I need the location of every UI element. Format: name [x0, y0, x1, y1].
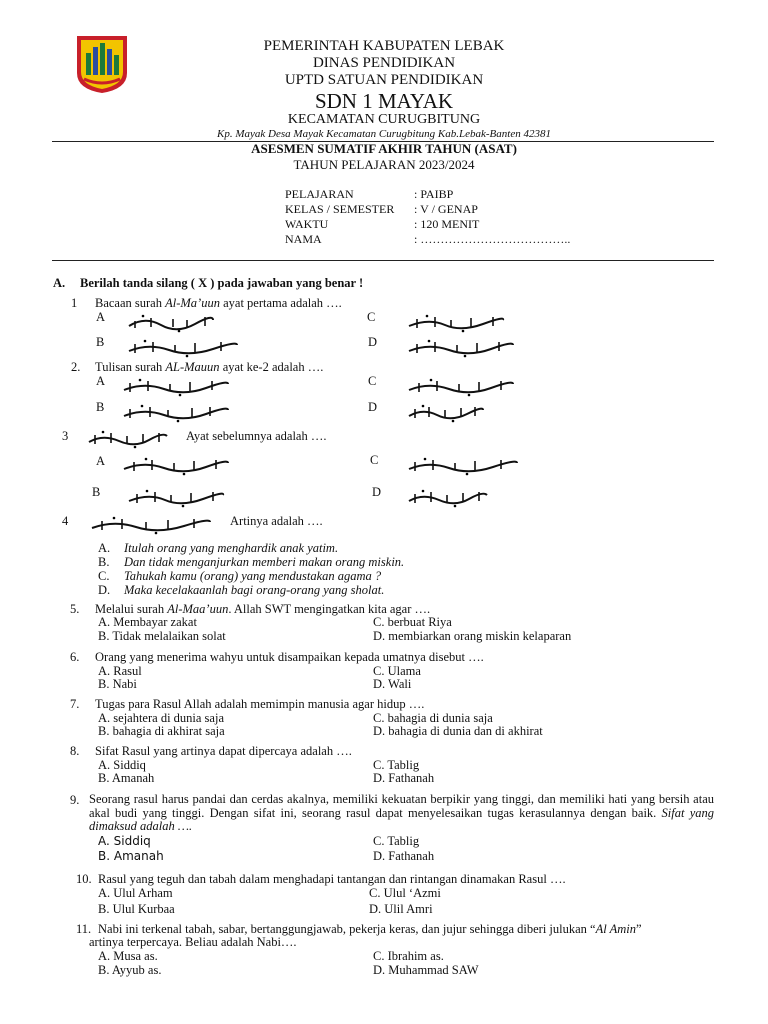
q4-arabic-verse	[88, 514, 213, 536]
q4-option-d-letter: D.	[98, 583, 111, 597]
q11-option-c: C. Ibrahim as.	[373, 949, 444, 963]
q11-option-b: B. Ayyub as.	[98, 963, 162, 977]
q1-option-a-letter: A	[96, 310, 106, 324]
q3-option-c-arabic-verse	[405, 455, 520, 477]
q7-option-a: A. sejahtera di dunia saja	[98, 711, 224, 725]
q1-option-d-letter: D	[368, 335, 378, 349]
q1-text: Bacaan surah Al-Ma’uun ayat pertama adalah ….	[95, 296, 342, 310]
info-value-subject: : PAIBP	[414, 187, 454, 201]
q3-option-b-arabic-verse	[125, 487, 225, 509]
q7-option-c: C. bahagia di dunia saja	[373, 711, 493, 725]
q6-option-c: C. Ulama	[373, 664, 421, 678]
q6-option-a: A. Rasul	[98, 664, 142, 678]
q2-option-b-arabic-verse	[120, 402, 230, 424]
q10-option-d: D. Ulil Amri	[369, 902, 433, 916]
q1-option-a-arabic-verse	[125, 312, 215, 334]
q9-option-d: D. Fathanah	[373, 849, 435, 863]
q8-option-c: C. Tablig	[373, 758, 420, 772]
q2-option-d-arabic-verse	[405, 402, 485, 424]
q5-text: Melalui surah Al-Maa’uun. Allah SWT mengingatkan kita agar ….	[95, 602, 431, 616]
q2-option-c-letter: C	[368, 374, 377, 388]
q10-number: 10.	[76, 872, 92, 886]
q5-option-c: C. berbuat Riya	[373, 615, 452, 629]
header-school-name: SDN 1 MAYAK	[314, 89, 454, 113]
q10-option-a: A. Ulul Arham	[98, 886, 173, 900]
exam-title: ASESMEN SUMATIF AKHIR TAHUN (ASAT)	[251, 141, 517, 156]
q6-number: 6.	[70, 650, 80, 664]
q3-option-d-arabic-verse	[405, 487, 490, 509]
q1-option-d-arabic-verse	[405, 337, 515, 359]
q5-number: 5.	[70, 602, 80, 616]
q4-option-c-letter: C.	[98, 569, 110, 583]
q5-option-d: D. membiarkan orang miskin kelaparan	[373, 629, 572, 643]
header-address: Kp. Mayak Desa Mayak Kecamatan Curugbitung Kab.Lebak-Banten 42381	[217, 128, 551, 140]
q3-text: Ayat sebelumnya adalah ….	[186, 429, 327, 443]
q2-text: Tulisan surah AL-Mauun ayat ke-2 adalah ….	[95, 360, 324, 374]
header-government: PEMERINTAH KABUPATEN LEBAK	[263, 38, 505, 54]
q6-option-d: D. Wali	[373, 677, 412, 691]
q3-option-a-arabic-verse	[120, 455, 230, 477]
q7-number: 7.	[70, 697, 80, 711]
q4-option-b-text: Dan tidak menganjurkan memberi makan orang miskin.	[124, 555, 405, 569]
q4-option-a-letter: A.	[98, 541, 111, 555]
q11-text-continued: artinya terpercaya. Beliau adalah Nabi….	[89, 935, 297, 949]
q3-arabic-verse	[85, 428, 170, 450]
q8-option-d: D. Fathanah	[373, 771, 435, 785]
q7-option-b: B. bahagia di akhirat saja	[98, 724, 225, 738]
q2-option-a-arabic-verse	[120, 376, 230, 398]
section-instruction: Berilah tanda silang ( X ) pada jawaban yang benar !	[80, 276, 364, 290]
q10-text: Rasul yang teguh dan tabah dalam menghadapi tantangan dan rintangan dinamakan Rasul ….	[98, 872, 566, 886]
q2-option-d-letter: D	[368, 400, 378, 414]
q4-option-c-text: Tahukah kamu (orang) yang mendustakan agama ?	[124, 569, 382, 583]
info-value-time: : 120 MENIT	[414, 217, 480, 231]
q3-number: 3	[62, 429, 69, 443]
q7-option-d: D. bahagia di dunia dan di akhirat	[373, 724, 543, 738]
q3-option-c-letter: C	[370, 453, 379, 467]
q8-option-a: A. Siddiq	[98, 758, 146, 772]
q11-option-d: D. Muhammad SAW	[373, 963, 479, 977]
q8-number: 8.	[70, 744, 80, 758]
q9-option-b: B. Amanah	[98, 849, 164, 863]
q3-option-b-letter: B	[92, 485, 101, 499]
q11-text: Nabi ini terkenal tabah, sabar, bertanggungjawab, pekerja keras, dan jujur sehingga diberi julukan “Al Amin”	[98, 922, 642, 936]
q11-number: 11.	[76, 922, 92, 936]
q10-option-c: C. Ulul ‘Azmi	[369, 886, 441, 900]
q9-option-a: A. Siddiq	[98, 834, 151, 848]
info-divider	[52, 260, 714, 261]
q4-option-b-letter: B.	[98, 555, 110, 569]
info-label-time: WAKTU	[285, 217, 329, 231]
q8-text: Sifat Rasul yang artinya dapat dipercaya adalah ….	[95, 744, 352, 758]
q2-number: 2.	[71, 360, 81, 374]
q10-option-b: B. Ulul Kurbaa	[98, 902, 175, 916]
q1-option-b-arabic-verse	[125, 337, 240, 359]
info-value-name: : ………………………………..	[414, 232, 571, 246]
info-label-subject: PELAJARAN	[285, 187, 354, 201]
q5-option-a: A. Membayar zakat	[98, 615, 197, 629]
q2-option-b-letter: B	[96, 400, 105, 414]
q2-option-a-letter: A	[96, 374, 106, 388]
q7-text: Tugas para Rasul Allah adalah memimpin manusia agar hidup ….	[95, 697, 425, 711]
info-label-class: KELAS / SEMESTER	[285, 202, 395, 216]
q1-option-c-letter: C	[367, 310, 376, 324]
q1-option-c-arabic-verse	[405, 312, 505, 334]
q6-text: Orang yang menerima wahyu untuk disampaikan kepada umatnya disebut ….	[95, 650, 484, 664]
q4-option-d-text: Maka kecelakaanlah bagi orang-orang yang sholat.	[124, 583, 385, 597]
header-unit: UPTD SATUAN PENDIDIKAN	[284, 72, 484, 88]
q6-option-b: B. Nabi	[98, 677, 137, 691]
q5-option-b: B. Tidak melalaikan solat	[98, 629, 226, 643]
q8-option-b: B. Amanah	[98, 771, 155, 785]
q2-option-c-arabic-verse	[405, 376, 515, 398]
q4-option-a-text: Itulah orang yang menghardik anak yatim.	[124, 541, 339, 555]
header-department: DINAS PENDIDIKAN	[312, 55, 456, 71]
academic-year: TAHUN PELAJARAN 2023/2024	[293, 157, 475, 172]
q4-text: Artinya adalah ….	[230, 514, 323, 528]
q9-text: Seorang rasul harus pandai dan cerdas akalnya, memiliki kekuatan berpikir yang tinggi, dan memiliki hati yang bersih atau akal budi yang tinggi. Dengan sifat ini, seorang rasul dapat menyelesaikan tugas kerasulannya dengan baik. Sifat yang dimaksud adalah ….	[89, 792, 715, 833]
info-label-name: NAMA	[285, 232, 322, 246]
q3-option-d-letter: D	[372, 485, 382, 499]
info-value-class: : V / GENAP	[414, 202, 478, 216]
q1-option-b-letter: B	[96, 335, 105, 349]
q3-option-a-letter: A	[96, 454, 106, 468]
section-letter: A.	[53, 276, 66, 290]
q9-number: 9.	[70, 793, 80, 807]
q1-number: 1	[71, 296, 78, 310]
header-district: KECAMATAN CURUGBITUNG	[287, 112, 481, 127]
q4-number: 4	[62, 514, 69, 528]
q9-option-c: C. Tablig	[373, 834, 420, 848]
q11-option-a: A. Musa as.	[98, 949, 158, 963]
